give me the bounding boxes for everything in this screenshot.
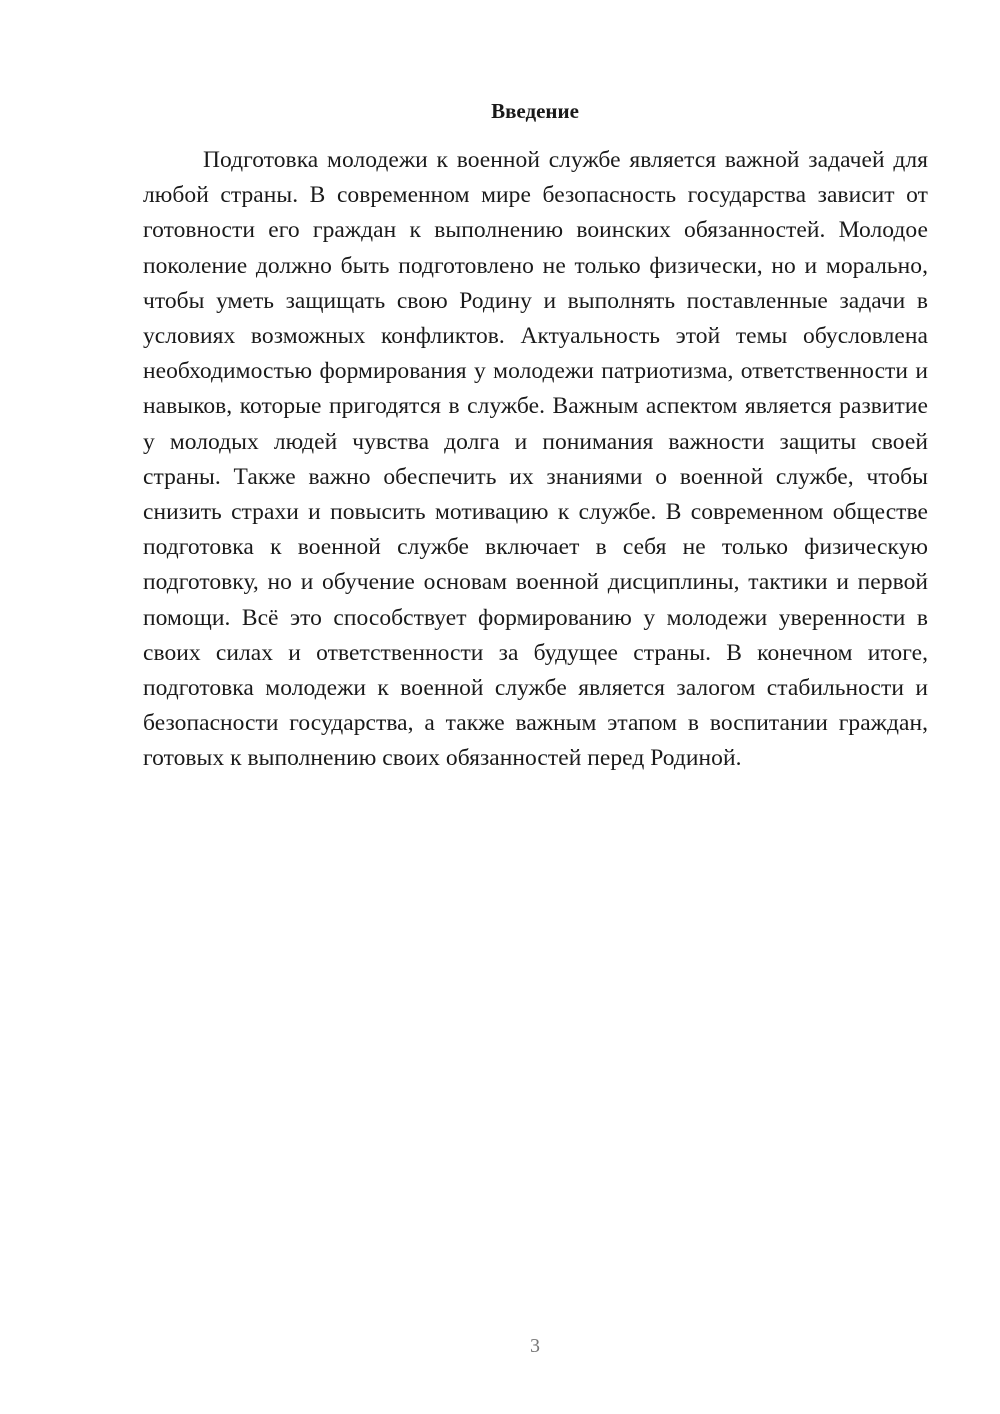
- page-number: 3: [530, 1335, 540, 1357]
- section-heading: Введение: [491, 99, 579, 123]
- body-paragraph: Подготовка молодежи к военной службе является важной задачей для любой страны. В современном мире безопасность государства зависит от готовности его граждан к выполнению воинских обязанностей. Молодое поколение должно быть подготовлено не только физически, но и морально, чтобы уметь защищать свою Родину и выполнять поставленные задачи в условиях возможных конфликтов. Актуальность этой темы обусловлена необходимостью формирования у молодежи патриотизма, ответственности и навыков, которые пригодятся в службе. Важным аспектом является развитие у молодых людей чувства долга и понимания важности защиты своей страны. Также важно обеспечить их знаниями о военной службе, чтобы снизить страхи и повысить мотивацию к службе. В современном обществе подготовка к военной службе включает в себя не только физическую подготовку, но и обучение основам военной дисциплины, тактики и первой помощи. Всё это способствует формированию у молодежи уверенности в своих силах и ответственности за будущее страны. В конечном итоге, подготовка молодежи к военной службе является залогом стабильности и безопасности государства, а также важным этапом в воспитании граждан, готовых к выполнению своих обязанностей перед Родиной.: [143, 147, 928, 772]
